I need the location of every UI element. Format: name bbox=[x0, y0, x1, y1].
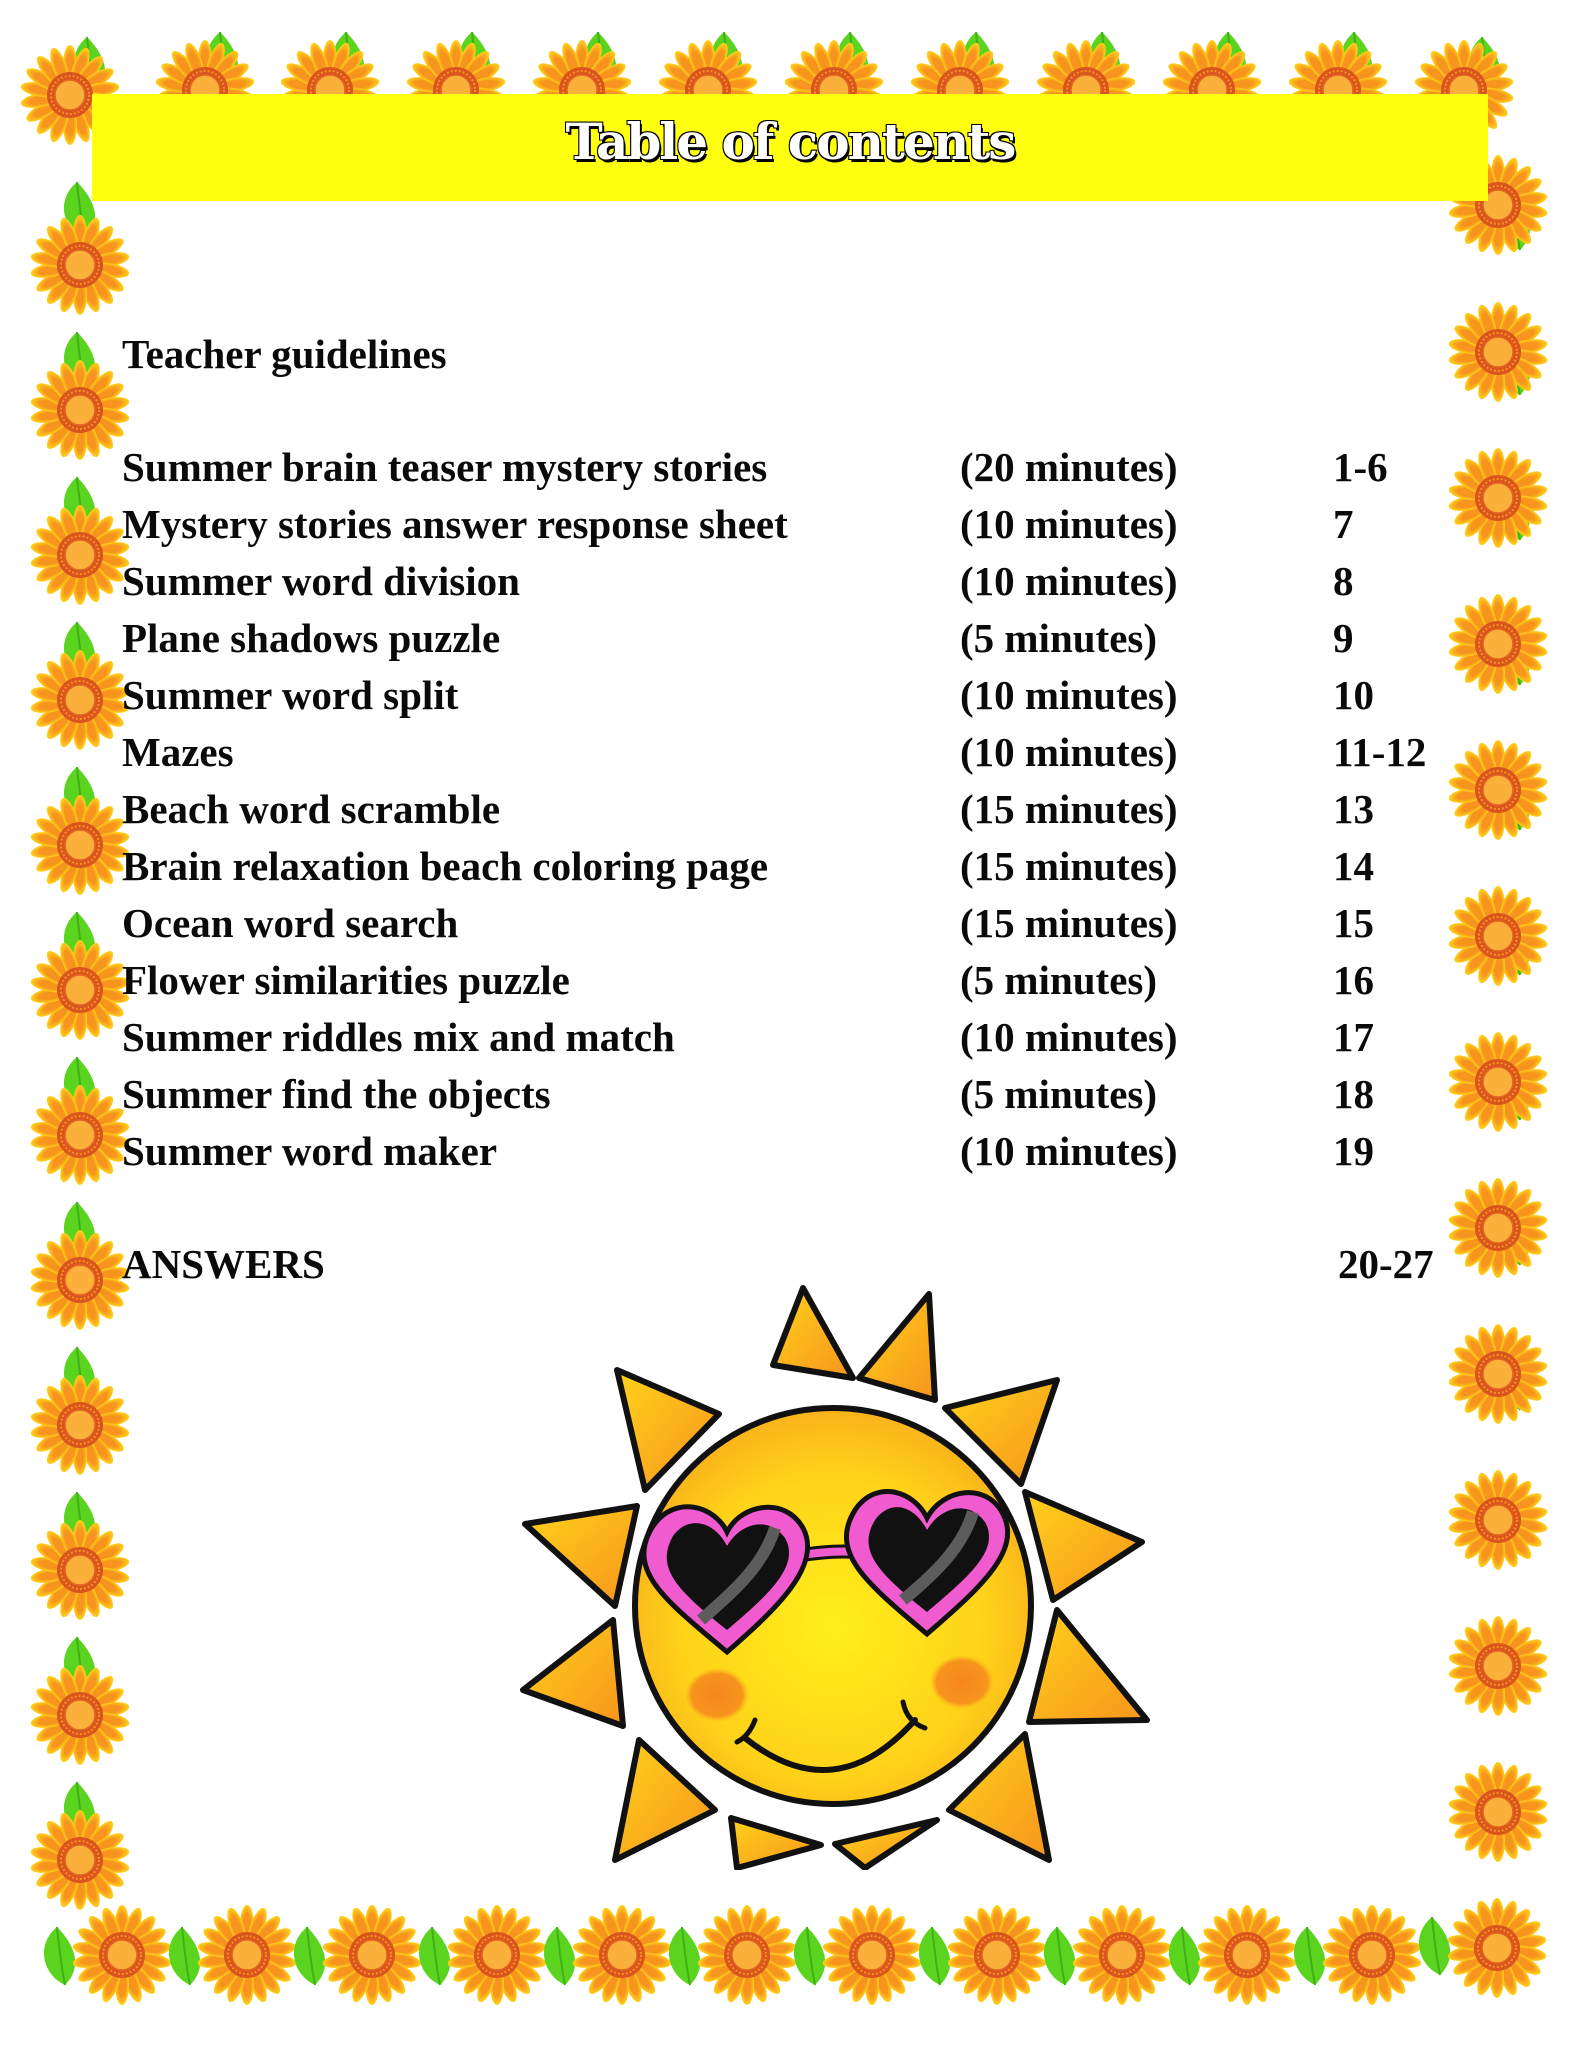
toc-entry-pages: 15 bbox=[1333, 900, 1374, 946]
toc-entry-title: Ocean word search bbox=[122, 900, 459, 946]
toc-entry-pages: 8 bbox=[1333, 558, 1354, 604]
toc-entry-pages: 1-6 bbox=[1333, 444, 1388, 490]
toc-entry-title: Summer riddles mix and match bbox=[122, 1014, 675, 1060]
toc-entry-title: Brain relaxation beach coloring page bbox=[122, 843, 769, 889]
toc-entry-time: (10 minutes) bbox=[960, 729, 1178, 775]
toc-entry-title: Flower similarities puzzle bbox=[122, 957, 570, 1003]
toc-entry-title: Summer find the objects bbox=[122, 1071, 551, 1117]
toc-entry-time: (10 minutes) bbox=[960, 1014, 1178, 1060]
toc-entry-time: (15 minutes) bbox=[960, 843, 1178, 889]
toc-entry-time: (5 minutes) bbox=[960, 957, 1158, 1003]
toc-entry-time: (10 minutes) bbox=[960, 672, 1178, 718]
toc-entry-title: Plane shadows puzzle bbox=[122, 615, 501, 661]
toc-entry-time: (15 minutes) bbox=[960, 786, 1178, 832]
toc-row bbox=[0, 899, 1582, 949]
toc-row bbox=[0, 1070, 1582, 1120]
toc-entry-title: Mystery stories answer response sheet bbox=[122, 501, 788, 547]
toc-entry-pages: 19 bbox=[1333, 1128, 1374, 1174]
title-banner bbox=[92, 94, 1488, 201]
toc-row bbox=[0, 1127, 1582, 1177]
border-right bbox=[1448, 155, 1549, 1862]
toc-entry-time: (10 minutes) bbox=[960, 501, 1178, 547]
toc-row bbox=[0, 1013, 1582, 1063]
toc-entry-pages: 18 bbox=[1333, 1071, 1374, 1117]
answers-label: ANSWERS bbox=[122, 1241, 325, 1287]
toc-row bbox=[0, 671, 1582, 721]
toc-entry-pages: 10 bbox=[1333, 672, 1374, 718]
toc-row bbox=[0, 443, 1582, 493]
toc-entry-pages: 16 bbox=[1333, 957, 1374, 1003]
toc-entry-pages: 13 bbox=[1333, 786, 1374, 832]
toc-entry-time: (10 minutes) bbox=[960, 1128, 1178, 1174]
toc-row bbox=[0, 614, 1582, 664]
toc-row bbox=[0, 842, 1582, 892]
toc-row bbox=[0, 956, 1582, 1006]
toc-entry-title: Summer word split bbox=[122, 672, 459, 718]
toc-entry-title: Mazes bbox=[122, 729, 234, 775]
toc-entry-pages: 14 bbox=[1333, 843, 1374, 889]
toc-entry-title: Summer brain teaser mystery stories bbox=[122, 444, 768, 490]
toc-entry-pages: 9 bbox=[1333, 615, 1354, 661]
toc-entry-time: (20 minutes) bbox=[960, 444, 1178, 490]
toc-entry-pages: 11-12 bbox=[1333, 729, 1427, 775]
left-cheek-icon bbox=[685, 1668, 749, 1722]
page-title: Table of contents bbox=[565, 112, 1015, 171]
toc-entry-time: (15 minutes) bbox=[960, 900, 1178, 946]
answers-pages: 20-27 bbox=[1338, 1241, 1434, 1287]
teacher-guidelines-label: Teacher guidelines bbox=[122, 331, 447, 377]
toc-entry-pages: 7 bbox=[1333, 501, 1354, 547]
toc-entry-title: Summer word maker bbox=[122, 1128, 498, 1174]
toc-entry-time: (5 minutes) bbox=[960, 1071, 1158, 1117]
toc-row bbox=[0, 500, 1582, 550]
toc-entry-pages: 17 bbox=[1333, 1014, 1374, 1060]
right-cheek-icon bbox=[930, 1655, 994, 1709]
toc-row bbox=[0, 728, 1582, 778]
toc-entry-time: (5 minutes) bbox=[960, 615, 1158, 661]
toc-row bbox=[0, 557, 1582, 607]
toc-entry-title: Summer word division bbox=[122, 558, 520, 604]
toc-row bbox=[0, 785, 1582, 835]
sun-with-sunglasses-illustration bbox=[505, 1270, 1155, 1870]
toc-entry-title: Beach word scramble bbox=[122, 786, 501, 832]
toc-entry-time: (10 minutes) bbox=[960, 558, 1178, 604]
border-bottom bbox=[44, 1898, 1547, 2005]
